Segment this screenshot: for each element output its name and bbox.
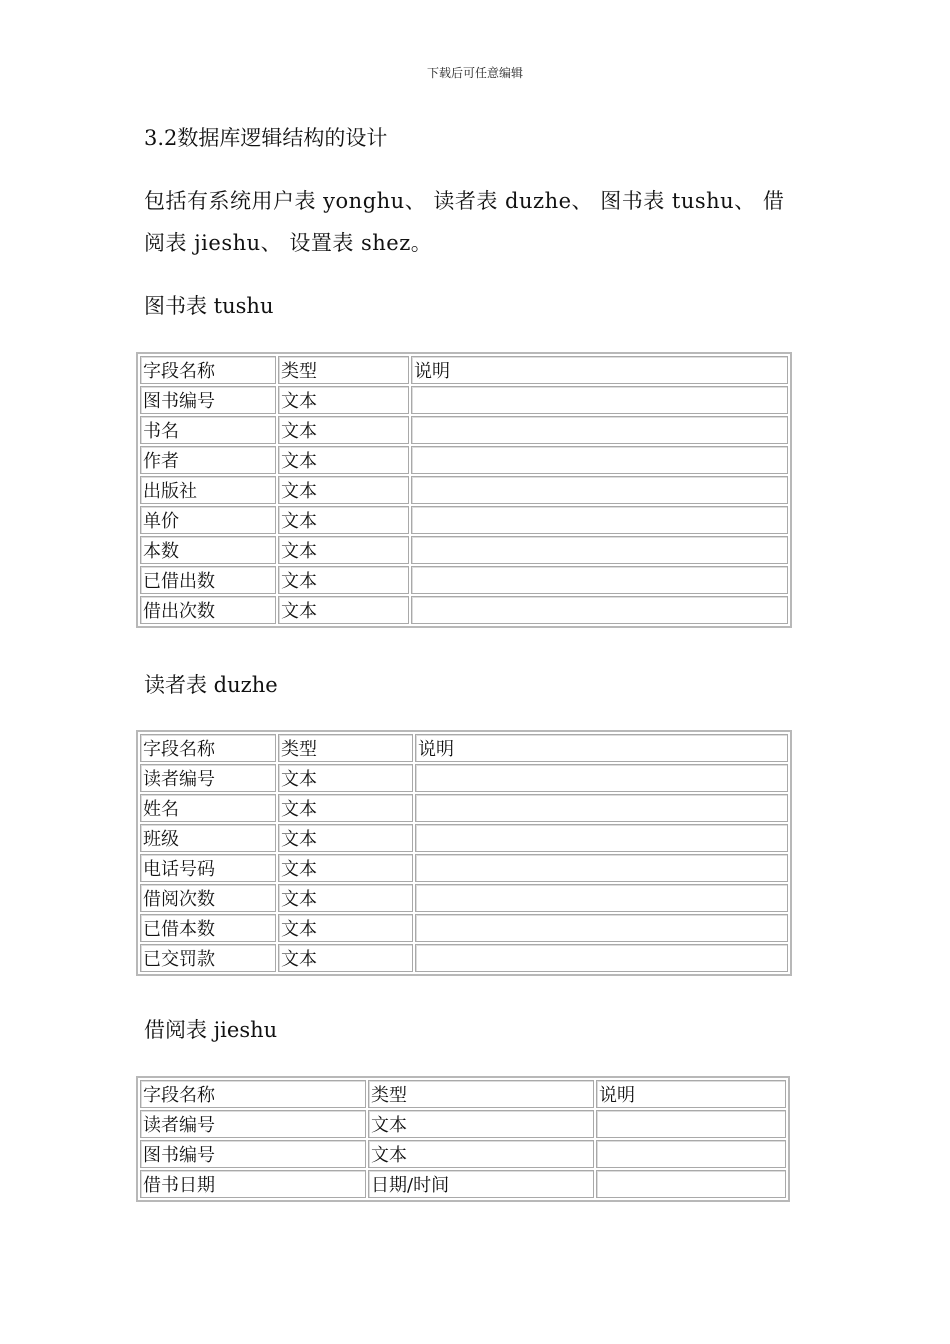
table-row bbox=[140, 506, 788, 534]
table-cell bbox=[415, 884, 788, 912]
table-cell: 借出次数 bbox=[140, 596, 276, 624]
section-title: 3.2数据库逻辑结构的设计 bbox=[144, 126, 388, 150]
header-cell: 字段名称 bbox=[140, 734, 276, 762]
header-cell: 类型 bbox=[368, 1080, 594, 1108]
intro-paragraph bbox=[144, 180, 804, 264]
table-row bbox=[140, 566, 788, 594]
table-row bbox=[140, 416, 788, 444]
table-row bbox=[140, 1140, 786, 1168]
intro-line-1: 包括有系统用户表 yonghu、 读者表 duzhe、 图书表 tushu、 借 bbox=[144, 189, 785, 213]
table-header-row bbox=[140, 734, 788, 762]
table-cell: 借书日期 bbox=[140, 1170, 366, 1198]
table-cell bbox=[411, 566, 788, 594]
table-cell: 作者 bbox=[140, 446, 276, 474]
table-cell: 姓名 bbox=[140, 794, 276, 822]
header-cell: 说明 bbox=[415, 734, 788, 762]
table-cell bbox=[411, 596, 788, 624]
table-cell: 文本 bbox=[278, 824, 413, 852]
table-row bbox=[140, 794, 788, 822]
table-cell bbox=[415, 764, 788, 792]
table-title-jieshu: 借阅表 jieshu bbox=[144, 1018, 278, 1042]
table-cell bbox=[411, 506, 788, 534]
table-cell: 文本 bbox=[278, 446, 409, 474]
table-cell: 已借本数 bbox=[140, 914, 276, 942]
table-cell bbox=[596, 1140, 786, 1168]
table-title-duzhe: 读者表 duzhe bbox=[144, 673, 278, 697]
table-cell: 文本 bbox=[368, 1110, 594, 1138]
table-cell: 日期/时间 bbox=[368, 1170, 594, 1198]
table-title-tushu: 图书表 tushu bbox=[144, 294, 274, 318]
table-cell bbox=[411, 386, 788, 414]
table-cell: 文本 bbox=[278, 416, 409, 444]
table-tushu bbox=[136, 352, 792, 628]
table-row bbox=[140, 764, 788, 792]
table-duzhe bbox=[136, 730, 792, 976]
table-cell: 文本 bbox=[278, 854, 413, 882]
table-cell bbox=[596, 1170, 786, 1198]
table-row bbox=[140, 884, 788, 912]
table-row bbox=[140, 824, 788, 852]
table-cell: 电话号码 bbox=[140, 854, 276, 882]
header-cell: 类型 bbox=[278, 356, 409, 384]
table-row bbox=[140, 1110, 786, 1138]
table-cell bbox=[415, 944, 788, 972]
table-cell bbox=[415, 854, 788, 882]
table-cell: 本数 bbox=[140, 536, 276, 564]
table-header-row bbox=[140, 1080, 786, 1108]
table-cell: 文本 bbox=[278, 536, 409, 564]
table-cell: 班级 bbox=[140, 824, 276, 852]
page-header: 下载后可任意编辑 bbox=[426, 66, 523, 80]
header-cell: 字段名称 bbox=[140, 356, 276, 384]
table-row bbox=[140, 1170, 786, 1198]
table-cell: 文本 bbox=[368, 1140, 594, 1168]
table-cell: 文本 bbox=[278, 914, 413, 942]
table-row bbox=[140, 446, 788, 474]
table-cell bbox=[596, 1110, 786, 1138]
table-header-row bbox=[140, 356, 788, 384]
header-cell: 类型 bbox=[278, 734, 413, 762]
table-cell: 文本 bbox=[278, 386, 409, 414]
table-row bbox=[140, 476, 788, 504]
table-row bbox=[140, 854, 788, 882]
table-cell bbox=[415, 914, 788, 942]
table-cell bbox=[411, 446, 788, 474]
header-cell: 字段名称 bbox=[140, 1080, 366, 1108]
table-cell bbox=[411, 536, 788, 564]
table-cell: 图书编号 bbox=[140, 1140, 366, 1168]
header-cell: 说明 bbox=[596, 1080, 786, 1108]
table-cell bbox=[411, 476, 788, 504]
table-cell: 文本 bbox=[278, 566, 409, 594]
table-row bbox=[140, 536, 788, 564]
table-cell: 文本 bbox=[278, 506, 409, 534]
header-cell: 说明 bbox=[411, 356, 788, 384]
table-row bbox=[140, 386, 788, 414]
table-cell: 已借出数 bbox=[140, 566, 276, 594]
table-cell: 读者编号 bbox=[140, 764, 276, 792]
table-cell: 书名 bbox=[140, 416, 276, 444]
table-cell: 文本 bbox=[278, 884, 413, 912]
table-jieshu bbox=[136, 1076, 790, 1202]
table-cell: 出版社 bbox=[140, 476, 276, 504]
table-cell: 文本 bbox=[278, 944, 413, 972]
table-cell: 文本 bbox=[278, 764, 413, 792]
table-cell: 借阅次数 bbox=[140, 884, 276, 912]
table-row bbox=[140, 914, 788, 942]
table-row bbox=[140, 596, 788, 624]
table-cell: 文本 bbox=[278, 596, 409, 624]
table-cell: 已交罚款 bbox=[140, 944, 276, 972]
table-cell bbox=[415, 824, 788, 852]
table-cell: 图书编号 bbox=[140, 386, 276, 414]
table-cell: 读者编号 bbox=[140, 1110, 366, 1138]
table-cell: 文本 bbox=[278, 476, 409, 504]
table-cell: 文本 bbox=[278, 794, 413, 822]
table-cell bbox=[411, 416, 788, 444]
table-row bbox=[140, 944, 788, 972]
table-cell bbox=[415, 794, 788, 822]
intro-line-2: 阅表 jieshu、 设置表 shez。 bbox=[144, 231, 433, 255]
table-cell: 单价 bbox=[140, 506, 276, 534]
